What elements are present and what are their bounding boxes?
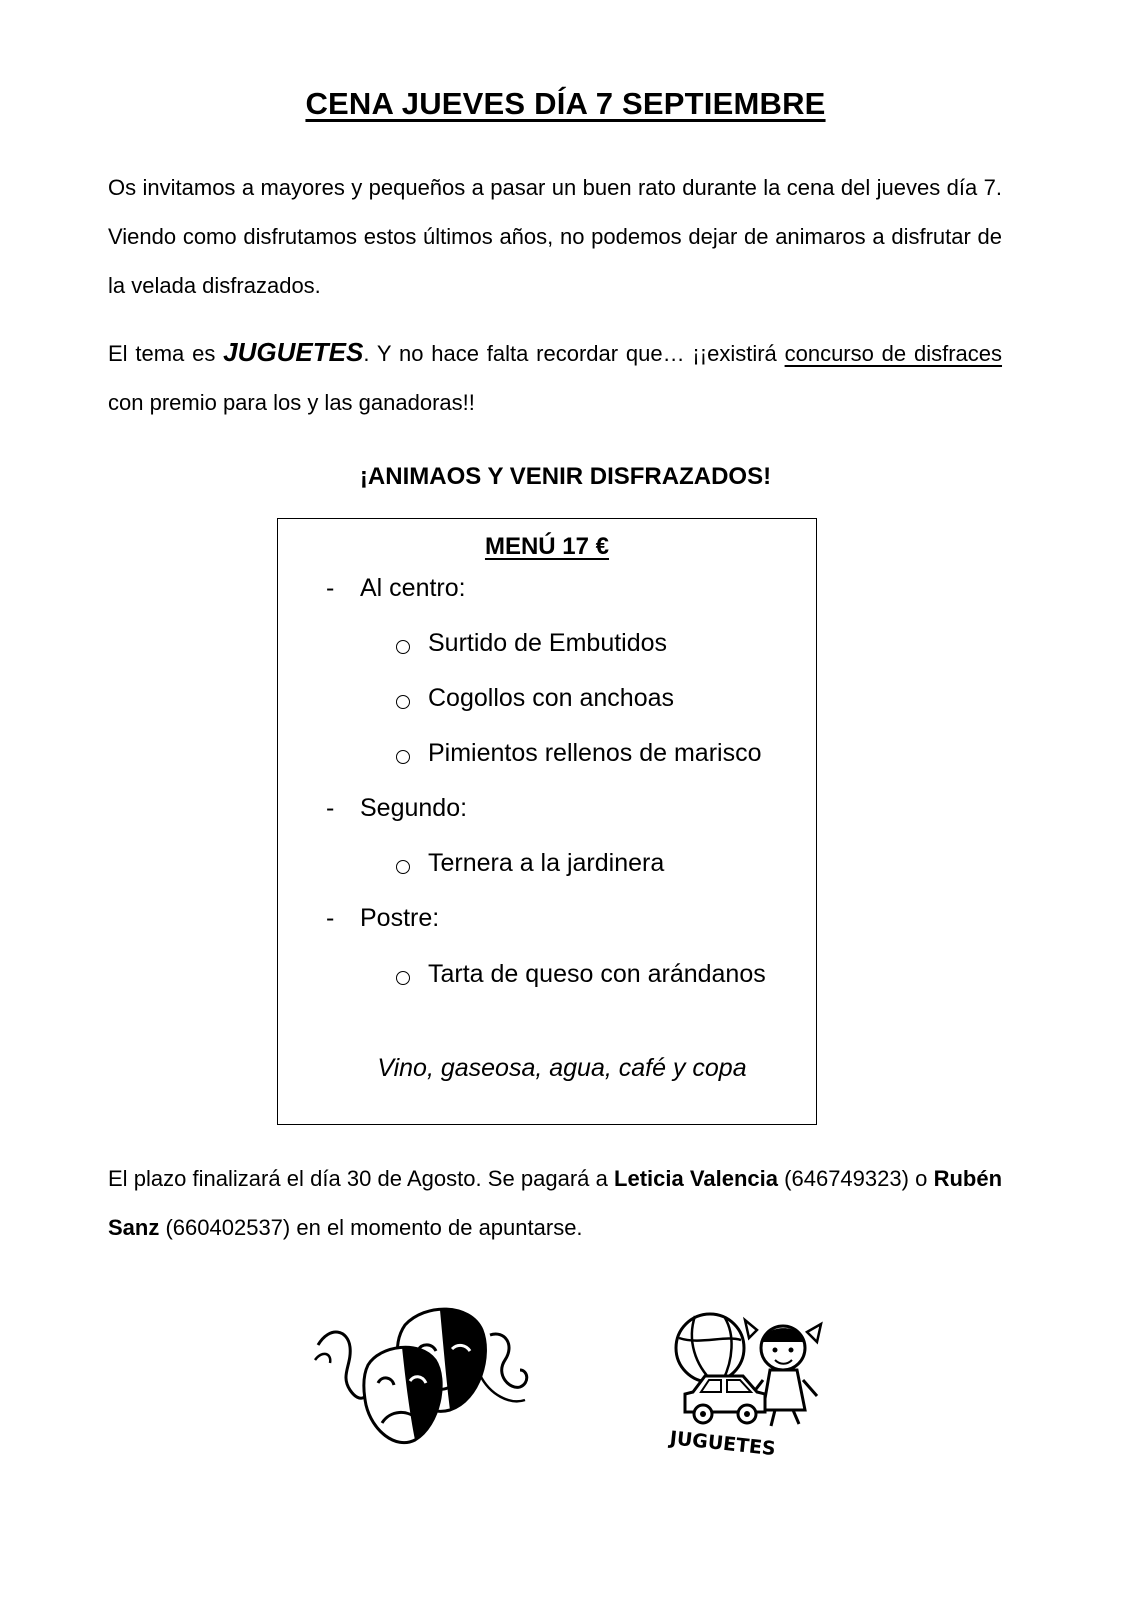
theme-paragraph [108, 328, 1002, 427]
section-label: Segundo: [360, 794, 468, 822]
menu-section-postre [278, 904, 816, 940]
theater-masks-icon [310, 1305, 535, 1450]
drinks-line: Vino, gaseosa, agua, café y copa [377, 1054, 747, 1082]
menu-item [278, 849, 816, 885]
deadline-end-text: (660402537) en el momento de apuntarse. [159, 1215, 583, 1240]
theme-middle: . Y no hace falta recordar que… ¡¡existirá [363, 341, 785, 366]
deadline-text: El plazo finalizará el día 30 de Agosto. Se pagará a [108, 1166, 615, 1191]
menu-title: MENÚ 17 € [484, 533, 610, 560]
item-label: Pimientos rellenos de marisco [428, 739, 762, 767]
costume-contest-text: concurso de disfraces [784, 341, 1003, 366]
theme-name: JUGUETES [223, 337, 364, 367]
section-label: Postre: [360, 904, 440, 932]
call-to-action-heading: ¡ANIMAOS Y VENIR DISFRAZADOS! [359, 463, 772, 490]
item-label: Cogollos con anchoas [428, 684, 674, 712]
menu-section-segundo [278, 794, 816, 830]
page-title: CENA JUEVES DÍA 7 SEPTIEMBRE [305, 86, 826, 121]
item-label: Ternera a la jardinera [428, 849, 665, 877]
dash-bullet: - [326, 904, 335, 932]
deadline-paragraph [108, 1154, 1002, 1252]
menu-item [278, 739, 816, 775]
dash-bullet: - [326, 794, 335, 822]
circle-bullet-icon [396, 640, 410, 654]
contact-phone-1: (646749323) o [777, 1166, 934, 1191]
menu-section-al-centro [278, 574, 816, 610]
section-label: Al centro: [360, 574, 466, 602]
menu-item [278, 960, 816, 996]
circle-bullet-icon [396, 695, 410, 709]
intro-paragraph: Os invitamos a mayores y pequeños a pasar un buen rato durante la cena del jueves día 7. Viendo como disfrutamos estos últimos años, no podemos dejar de animaros a disfrutar de la velada disfrazados. [108, 175, 1002, 298]
theme-prefix: El tema es [108, 341, 224, 366]
menu-item [278, 684, 816, 720]
circle-bullet-icon [396, 860, 410, 874]
contact-leticia: Leticia Valencia [614, 1166, 778, 1191]
toys-label: JUGUETES [668, 1427, 777, 1461]
menu-box [277, 518, 817, 1125]
item-label: Tarta de queso con arándanos [428, 960, 766, 988]
theme-suffix: con premio para los y las ganadoras!! [108, 390, 475, 415]
item-label: Surtido de Embutidos [428, 629, 668, 657]
contact-ruben: Rubén Sanz [108, 1166, 1003, 1240]
circle-bullet-icon [396, 750, 410, 764]
dash-bullet: - [326, 574, 335, 602]
menu-item [278, 629, 816, 665]
circle-bullet-icon [396, 971, 410, 985]
toys-icon [665, 1310, 825, 1480]
